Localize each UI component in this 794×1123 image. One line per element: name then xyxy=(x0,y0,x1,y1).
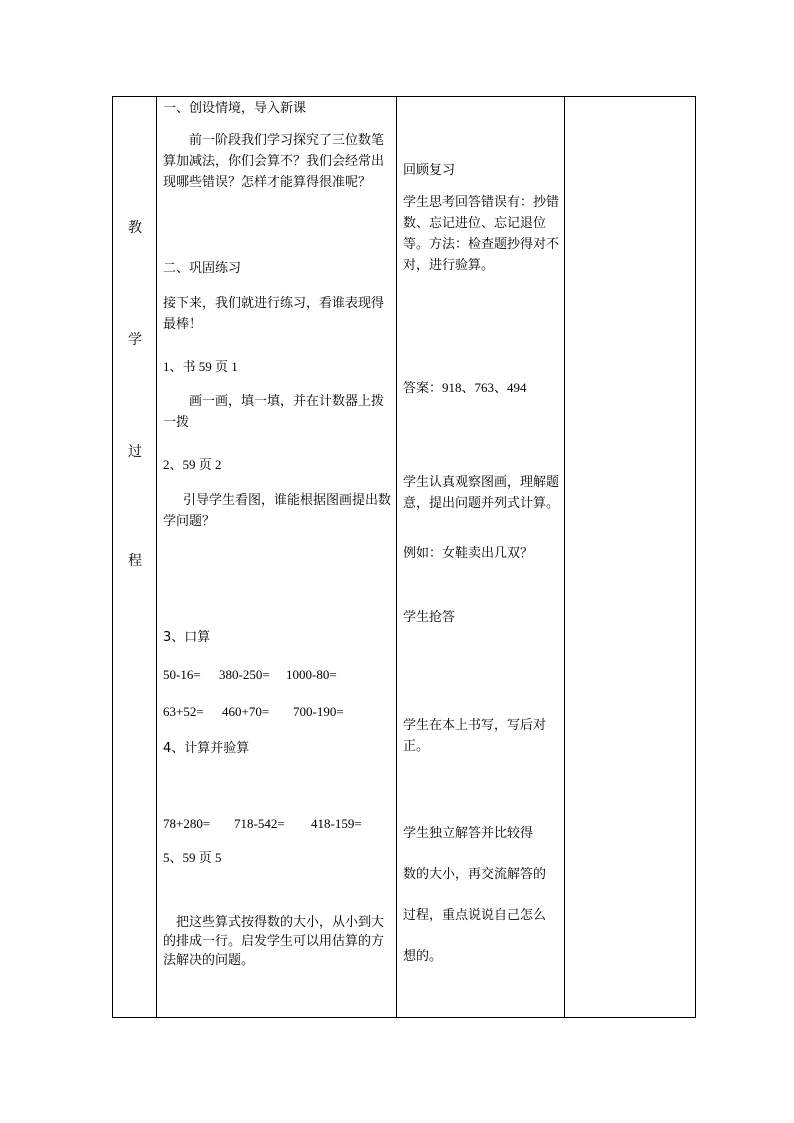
mental-math-item: 1000-80= xyxy=(286,667,337,682)
calc-item: 78+280= xyxy=(163,816,211,831)
student-example: 例如：女鞋卖出几双？ xyxy=(403,546,534,561)
student-observe: 学生认真观察图画，理解题意，提出问题并列式计算。 xyxy=(403,475,560,511)
mental-math-item: 700-190= xyxy=(293,704,344,719)
side-label-char: 过 xyxy=(128,444,142,460)
side-label-char: 程 xyxy=(128,553,142,569)
student-write: 学生在本上书写，写后对正。 xyxy=(403,718,547,754)
section-2-intro: 接下来，我们就进行练习，看谁表现得最棒！ xyxy=(163,296,385,332)
student-solve-line: 学生独立解答并比较得 xyxy=(403,826,534,841)
exercise-1-desc: 画一画，填一填，并在计数器上拨一拨 xyxy=(163,394,385,430)
calc-item: 718-542= xyxy=(234,816,285,831)
column-divider xyxy=(564,97,565,1017)
exercise-5-title: 5、59 页 5 xyxy=(163,850,222,865)
exercise-2-title: 2、59 页 2 xyxy=(163,457,222,472)
student-solve-line: 数的大小，再交流解答的 xyxy=(403,867,547,882)
student-solve-line: 过程，重点说说自己怎么 xyxy=(403,908,547,923)
side-label-char: 教 xyxy=(128,220,142,236)
student-solve-line: 想的。 xyxy=(403,949,443,964)
student-review: 回顾复习 xyxy=(403,163,456,178)
exercise-1-title: 1、书 59 页 1 xyxy=(163,359,238,374)
lesson-table xyxy=(112,96,696,1018)
column-divider xyxy=(396,97,397,1017)
section-1-title: 一、创设情境，导入新课 xyxy=(163,101,307,116)
exercise-4-title: 4、计算并验算 xyxy=(163,741,250,756)
mental-math-item: 460+70= xyxy=(222,704,270,719)
exercise-3-title: 3、口算 xyxy=(163,630,211,645)
mental-math-item: 380-250= xyxy=(219,667,270,682)
student-answer: 答案：918、763、494 xyxy=(403,380,527,395)
student-errors: 学生思考回答错误有：抄错数、忘记进位、忘记退位等。方法：检查题抄得对不对，进行验算。 xyxy=(403,195,560,273)
mental-math-item: 50-16= xyxy=(163,667,201,682)
student-quick-answer: 学生抢答 xyxy=(403,610,456,625)
exercise-5-desc: 把这些算式按得数的大小，从小到大的排成一行。启发学生可以用估算的方法解决的问题。 xyxy=(163,915,385,968)
section-1-paragraph: 前一阶段我们学习探究了三位数笔算加减法，你们会算不？我们会经常出现哪些错误？怎样才能算得很准呢？ xyxy=(163,133,385,190)
section-2-title: 二、巩固练习 xyxy=(163,261,242,276)
side-label-char: 学 xyxy=(128,332,142,348)
mental-math-item: 63+52= xyxy=(163,704,204,719)
exercise-2-desc: 引导学生看图，谁能根据图画提出数学问题？ xyxy=(163,493,392,529)
calc-item: 418-159= xyxy=(311,816,362,831)
